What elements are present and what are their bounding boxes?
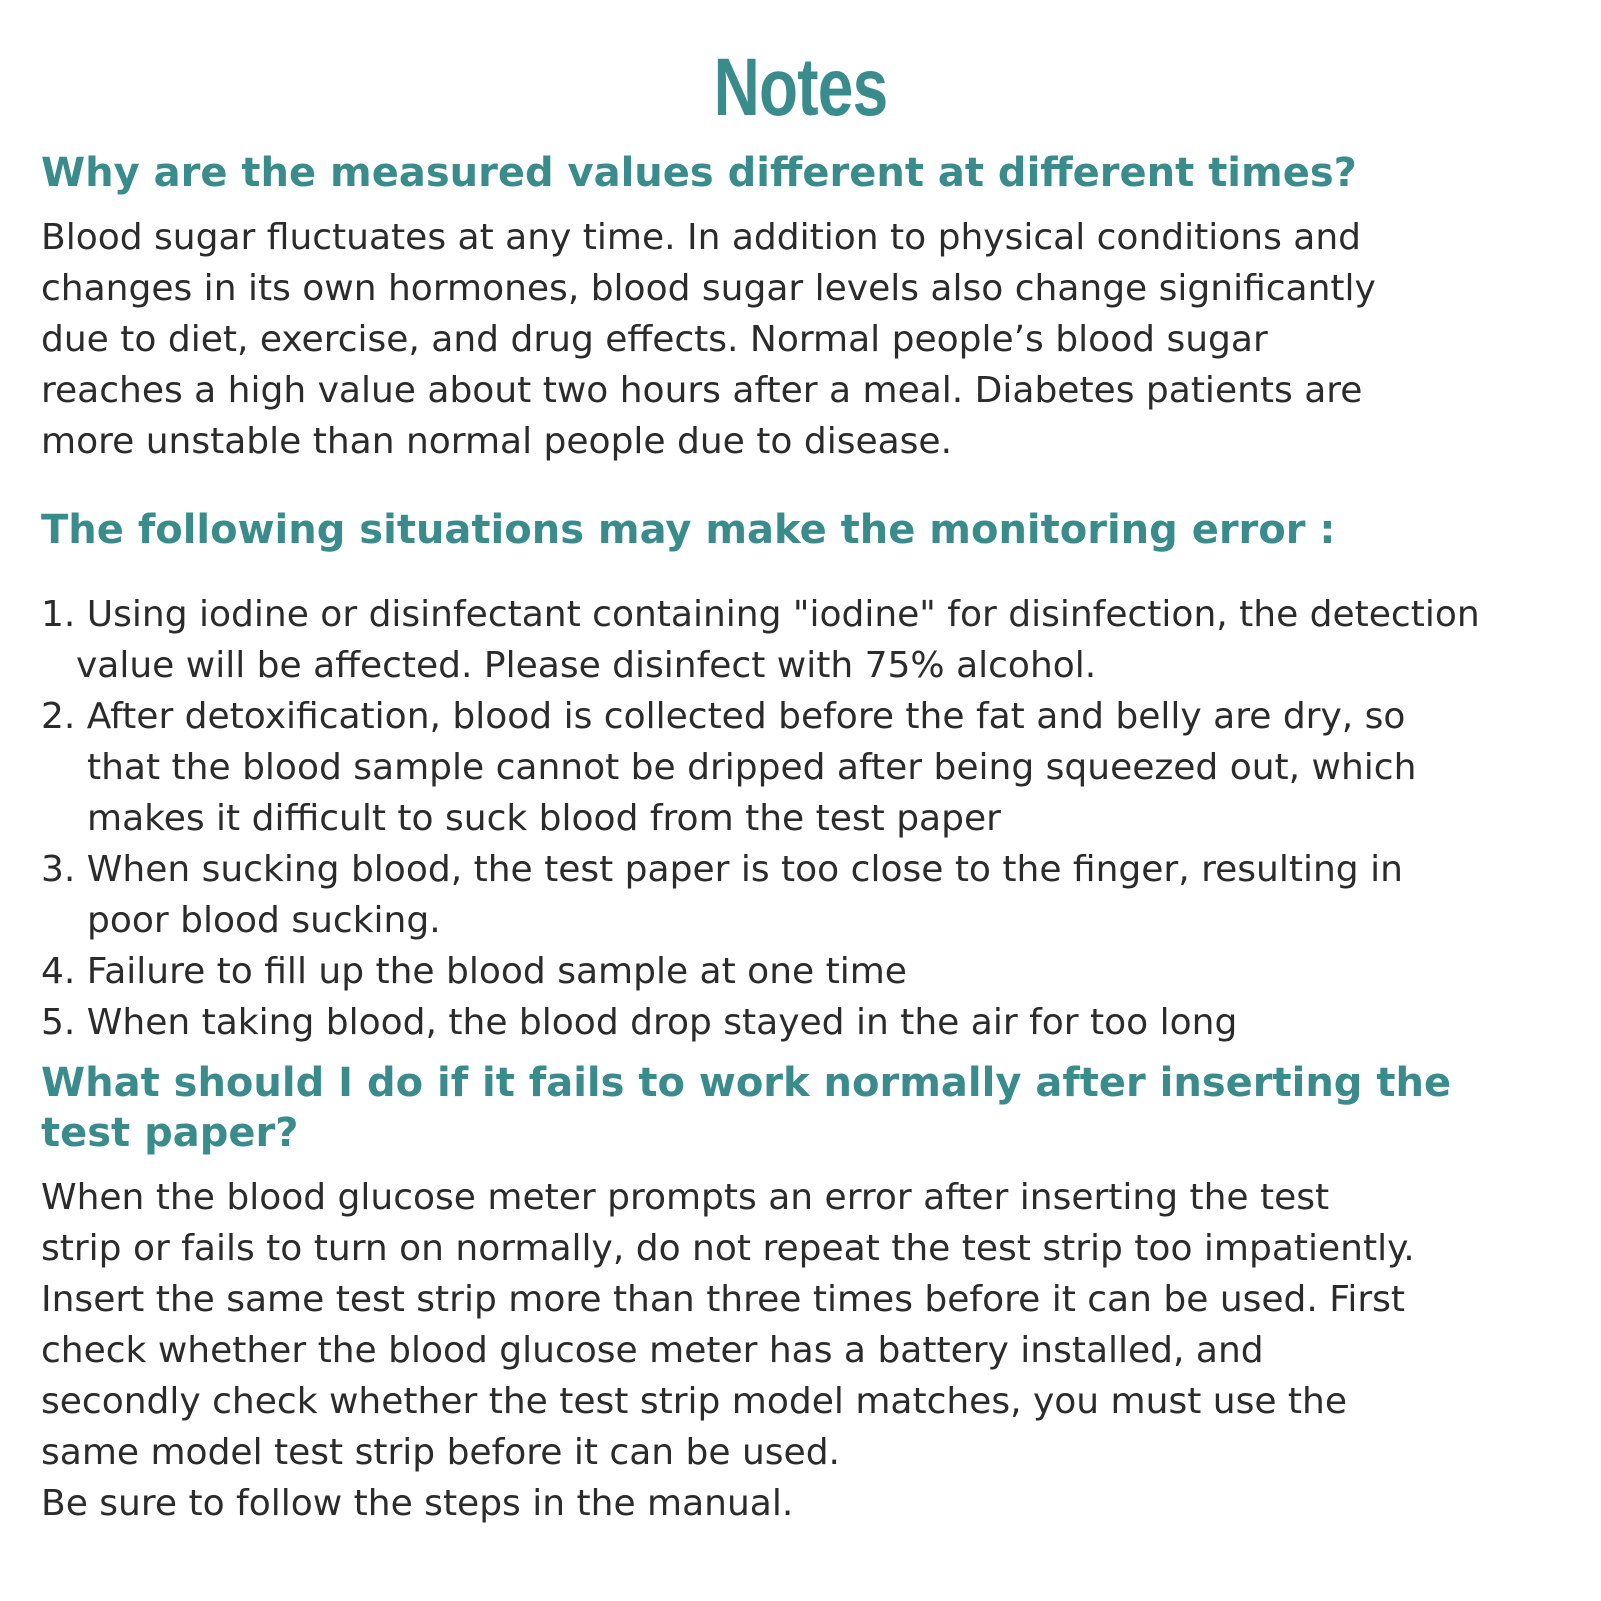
list-item [41, 589, 1480, 691]
section-heading-test-paper [41, 1058, 1451, 1158]
list-item-line: 5. When taking blood, the blood drop stayed in the air for too long [41, 1002, 1238, 1043]
list-item-line: makes it difficult to suck blood from the test paper [87, 798, 1001, 839]
section-paragraph-test-paper [41, 1172, 1415, 1529]
monitoring-error-list [41, 589, 1480, 1048]
list-item [41, 844, 1480, 946]
list-item-line: value will be affected. Please disinfect with 75% alcohol. [76, 645, 1097, 686]
paragraph-line: same model test strip before it can be used. [41, 1432, 840, 1473]
paragraph-line: When the blood glucose meter prompts an error after inserting the test [41, 1177, 1330, 1218]
paragraph-line: reaches a high value about two hours after a meal. Diabetes patients are [41, 370, 1363, 411]
paragraph-line: Be sure to follow the steps in the manual. [41, 1483, 794, 1524]
list-item-line: 4. Failure to fill up the blood sample at one time [41, 951, 907, 992]
list-item-line: 2. After detoxification, blood is collected before the fat and belly are dry, so [41, 696, 1406, 737]
list-item-line: 1. Using iodine or disinfectant containing "iodine" for disinfection, the detection [41, 594, 1480, 635]
list-item [41, 691, 1480, 844]
paragraph-line: due to diet, exercise, and drug effects. Normal people’s blood sugar [41, 319, 1268, 360]
section-paragraph-measured-values [41, 212, 1376, 467]
paragraph-line: Insert the same test strip more than three times before it can be used. First [41, 1279, 1406, 1320]
paragraph-line: secondly check whether the test strip model matches, you must use the [41, 1381, 1348, 1422]
list-item-line: poor blood sucking. [87, 900, 441, 941]
list-item [41, 997, 1480, 1048]
paragraph-line: Blood sugar fluctuates at any time. In addition to physical conditions and [41, 217, 1362, 258]
section-heading-measured-values: Why are the measured values different at different times? [41, 150, 1357, 196]
heading-line: test paper? [41, 1110, 299, 1156]
list-item-line: 3. When sucking blood, the test paper is too close to the finger, resulting in [41, 849, 1403, 890]
paragraph-line: strip or fails to turn on normally, do not repeat the test strip too impatiently. [41, 1228, 1415, 1269]
section-heading-monitoring-error: The following situations may make the monitoring error : [41, 507, 1336, 553]
paragraph-line: more unstable than normal people due to disease. [41, 421, 953, 462]
heading-line: What should I do if it fails to work normally after inserting the [41, 1060, 1452, 1106]
paragraph-line: check whether the blood glucose meter has a battery installed, and [41, 1330, 1264, 1371]
paragraph-line: changes in its own hormones, blood sugar levels also change significantly [41, 268, 1376, 309]
list-item [41, 946, 1480, 997]
list-item-line: that the blood sample cannot be dripped after being squeezed out, which [87, 747, 1417, 788]
page-title: Notes [713, 42, 888, 133]
